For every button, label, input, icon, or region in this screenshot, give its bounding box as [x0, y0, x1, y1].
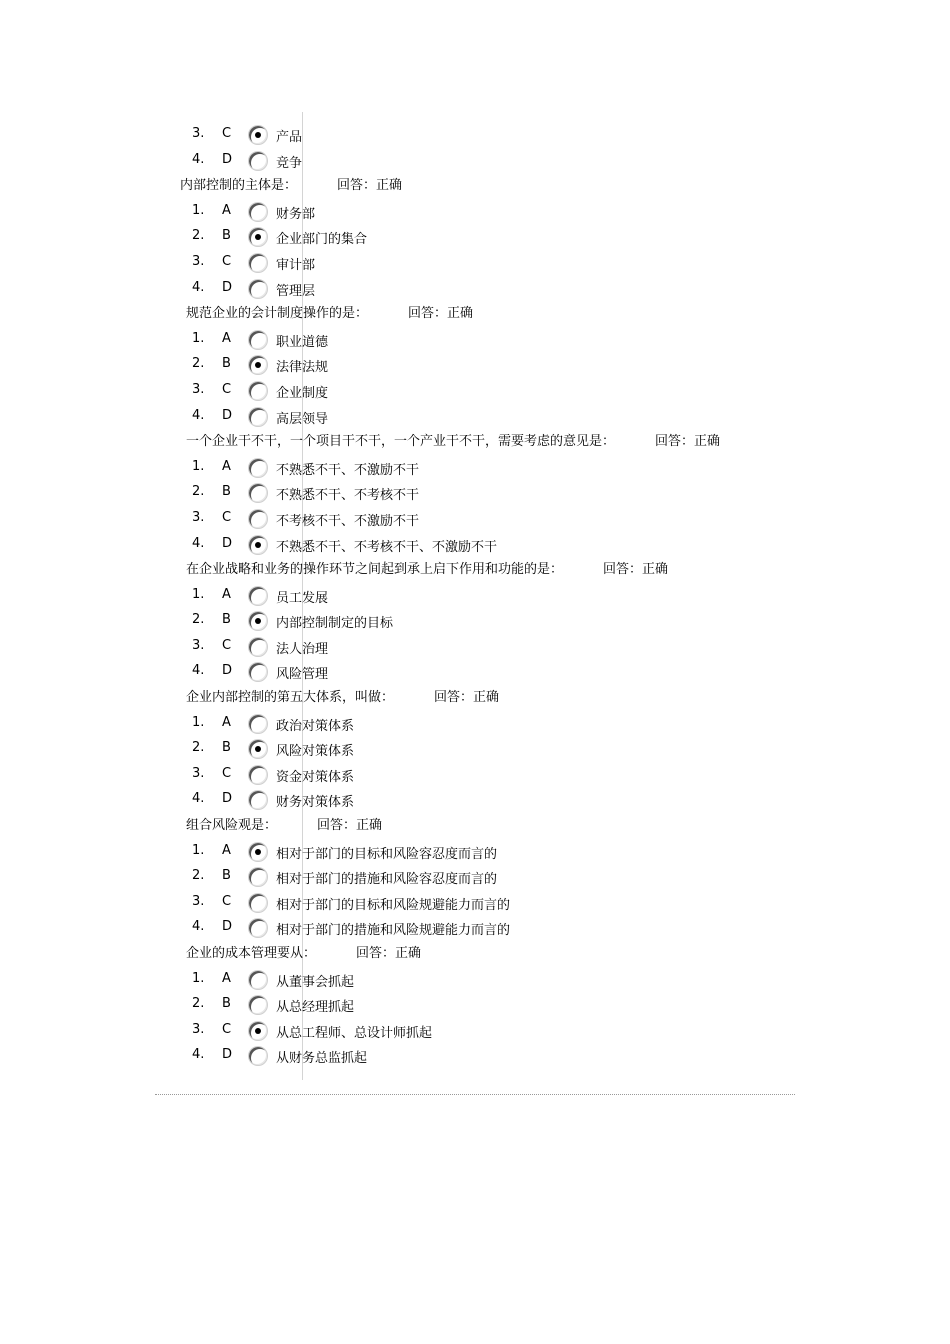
radio-unchecked-icon[interactable]	[248, 483, 268, 503]
quiz-list	[0, 122, 950, 1069]
option-number: 2.	[192, 996, 205, 1012]
option-number: 3.	[192, 381, 205, 397]
radio-unchecked-icon[interactable]	[248, 586, 268, 606]
option-number: 3.	[192, 637, 205, 653]
option-letter: B	[222, 996, 231, 1012]
answer-option[interactable]	[0, 506, 950, 532]
radio-checked-icon[interactable]	[248, 739, 268, 759]
option-number: 2.	[192, 868, 205, 884]
radio-unchecked-icon[interactable]	[248, 765, 268, 785]
option-number: 4.	[192, 919, 205, 935]
answer-option[interactable]	[0, 1018, 950, 1044]
answer-option[interactable]	[0, 890, 950, 916]
answer-status: 回答：正确	[655, 434, 721, 450]
question-text: 规范企业的会计制度操作的是：	[186, 306, 369, 322]
answer-option[interactable]	[0, 352, 950, 378]
option-label: 相对于部门的措施和风险容忍度而言的	[276, 872, 498, 888]
option-letter: A	[222, 970, 231, 986]
option-number: 2.	[192, 612, 205, 628]
option-letter: C	[222, 637, 232, 653]
option-letter: D	[222, 663, 233, 679]
answer-option[interactable]	[0, 762, 950, 788]
radio-unchecked-icon[interactable]	[248, 381, 268, 401]
option-label: 相对于部门的目标和风险规避能力而言的	[276, 897, 511, 913]
option-letter: C	[222, 126, 232, 141]
question-row	[0, 813, 950, 839]
option-number: 1.	[192, 714, 205, 730]
question-text-group	[186, 685, 499, 711]
dotted-separator	[155, 1094, 795, 1095]
option-letter: D	[222, 1047, 233, 1063]
radio-dot-icon	[255, 234, 261, 240]
option-number: 1.	[192, 970, 205, 986]
question-text: 在企业战略和业务的操作环节之间起到承上启下作用和功能的是：	[186, 562, 564, 578]
option-number: 2.	[192, 228, 205, 244]
radio-unchecked-icon[interactable]	[248, 995, 268, 1015]
option-number: 3.	[192, 893, 205, 909]
radio-dot-icon	[255, 618, 261, 624]
radio-unchecked-icon[interactable]	[248, 662, 268, 682]
radio-checked-icon[interactable]	[248, 842, 268, 862]
radio-unchecked-icon[interactable]	[248, 253, 268, 273]
answer-option[interactable]	[0, 1043, 950, 1069]
answer-option[interactable]	[0, 122, 950, 148]
answer-option[interactable]	[0, 608, 950, 634]
option-letter: C	[222, 509, 232, 525]
radio-unchecked-icon[interactable]	[248, 790, 268, 810]
answer-option[interactable]	[0, 404, 950, 430]
option-letter: A	[222, 586, 231, 602]
option-letter: B	[222, 612, 231, 628]
option-number: 4.	[192, 535, 205, 551]
answer-status: 回答：正确	[356, 946, 422, 961]
option-letter: D	[222, 279, 233, 295]
option-letter: A	[222, 330, 231, 346]
option-letter: C	[222, 253, 232, 269]
answer-option[interactable]	[0, 276, 950, 302]
option-letter: B	[222, 740, 231, 756]
option-number: 4.	[192, 1047, 205, 1063]
radio-unchecked-icon[interactable]	[248, 330, 268, 350]
option-letter: C	[222, 765, 232, 781]
question-text-group	[180, 173, 402, 199]
radio-unchecked-icon[interactable]	[248, 893, 268, 913]
answer-option[interactable]	[0, 634, 950, 660]
option-letter: C	[222, 381, 232, 397]
radio-dot-icon	[255, 542, 261, 548]
answer-option[interactable]	[0, 736, 950, 762]
option-label: 审计部	[276, 257, 316, 273]
option-label: 财务部	[276, 206, 316, 222]
option-number: 4.	[192, 791, 205, 807]
option-number: 1.	[192, 458, 205, 474]
answer-option[interactable]	[0, 787, 950, 813]
option-label: 企业制度	[276, 385, 329, 401]
question-row	[0, 173, 950, 199]
question-text: 企业内部控制的第五大体系，叫做：	[186, 690, 395, 706]
answer-option[interactable]	[0, 839, 950, 865]
option-letter: A	[222, 458, 231, 474]
question-row	[0, 685, 950, 711]
answer-status: 回答：正确	[434, 690, 500, 706]
radio-unchecked-icon[interactable]	[248, 458, 268, 478]
answer-option[interactable]	[0, 583, 950, 609]
radio-checked-icon[interactable]	[248, 227, 268, 247]
question-text: 企业的成本管理要从：	[186, 946, 317, 961]
option-letter: B	[222, 868, 231, 884]
option-number: 2.	[192, 740, 205, 756]
answer-option[interactable]	[0, 455, 950, 481]
option-number: 4.	[192, 663, 205, 679]
radio-unchecked-icon[interactable]	[248, 151, 268, 171]
answer-option[interactable]	[0, 327, 950, 353]
option-letter: C	[222, 893, 232, 909]
option-number: 2.	[192, 484, 205, 500]
option-number: 4.	[192, 407, 205, 423]
option-label: 产品	[276, 130, 303, 145]
radio-checked-icon[interactable]	[248, 355, 268, 375]
option-number: 3.	[192, 509, 205, 525]
option-number: 3.	[192, 126, 205, 141]
option-label: 风险对策体系	[276, 744, 355, 760]
answer-option[interactable]	[0, 480, 950, 506]
option-label: 从财务总监抓起	[276, 1051, 368, 1067]
question-text: 组合风险观是：	[186, 818, 278, 834]
option-label: 财务对策体系	[276, 795, 355, 811]
option-letter: B	[222, 228, 231, 244]
answer-option[interactable]	[0, 250, 950, 276]
answer-option[interactable]	[0, 378, 950, 404]
answer-option[interactable]	[0, 967, 950, 993]
answer-status: 回答：正确	[408, 306, 474, 322]
radio-checked-icon[interactable]	[248, 535, 268, 555]
option-label: 不熟悉不干、不考核不干、不激励不干	[276, 539, 498, 555]
option-letter: B	[222, 484, 231, 500]
option-number: 3.	[192, 1021, 205, 1037]
option-number: 1.	[192, 202, 205, 218]
answer-option[interactable]	[0, 992, 950, 1018]
radio-checked-icon[interactable]	[248, 1021, 268, 1041]
question-row	[0, 301, 950, 327]
option-label: 管理层	[276, 283, 316, 299]
question-row	[0, 941, 950, 967]
option-label: 风险管理	[276, 667, 329, 683]
answer-option[interactable]	[0, 659, 950, 685]
option-label: 相对于部门的目标和风险容忍度而言的	[276, 846, 498, 862]
option-letter: C	[222, 1021, 232, 1037]
option-number: 4.	[192, 279, 205, 295]
radio-unchecked-icon[interactable]	[248, 637, 268, 657]
option-letter: A	[222, 202, 231, 218]
option-label: 相对于部门的措施和风险规避能力而言的	[276, 923, 511, 939]
option-number: 1.	[192, 586, 205, 602]
option-label: 企业部门的集合	[276, 232, 368, 248]
option-letter: A	[222, 842, 231, 858]
radio-unchecked-icon[interactable]	[248, 202, 268, 222]
radio-unchecked-icon[interactable]	[248, 279, 268, 299]
answer-option[interactable]	[0, 532, 950, 558]
option-number: 2.	[192, 356, 205, 372]
option-label: 员工发展	[276, 590, 329, 606]
radio-dot-icon	[255, 746, 261, 752]
radio-checked-icon[interactable]	[248, 611, 268, 631]
radio-checked-icon[interactable]	[248, 125, 268, 145]
option-label: 法律法规	[276, 360, 329, 376]
option-label: 资金对策体系	[276, 769, 355, 785]
option-letter: B	[222, 356, 231, 372]
option-letter: D	[222, 535, 233, 551]
option-label: 竞争	[276, 155, 303, 171]
answer-option[interactable]	[0, 148, 950, 174]
question-text-group	[186, 813, 382, 839]
option-label: 从董事会抓起	[276, 974, 355, 990]
answer-status: 回答：正确	[337, 178, 403, 194]
option-label: 政治对策体系	[276, 718, 355, 734]
option-label: 不考核不干、不激励不干	[276, 513, 420, 529]
option-label: 不熟悉不干、不激励不干	[276, 462, 420, 478]
radio-dot-icon	[255, 132, 261, 138]
option-label: 不熟悉不干、不考核不干	[276, 488, 420, 504]
answer-option[interactable]	[0, 199, 950, 225]
question-row	[0, 557, 950, 583]
answer-status: 回答：正确	[603, 562, 669, 578]
option-number: 3.	[192, 253, 205, 269]
option-number: 3.	[192, 765, 205, 781]
radio-dot-icon	[255, 362, 261, 368]
radio-unchecked-icon[interactable]	[248, 714, 268, 734]
radio-unchecked-icon[interactable]	[248, 918, 268, 938]
option-number: 4.	[192, 151, 205, 167]
radio-unchecked-icon[interactable]	[248, 509, 268, 529]
radio-unchecked-icon[interactable]	[248, 1046, 268, 1066]
option-number: 1.	[192, 842, 205, 858]
answer-option[interactable]	[0, 864, 950, 890]
option-letter: D	[222, 919, 233, 935]
radio-dot-icon	[255, 1028, 261, 1034]
option-label: 从总经理抓起	[276, 1000, 355, 1016]
option-label: 职业道德	[276, 334, 329, 350]
radio-dot-icon	[255, 849, 261, 855]
question-text-group	[186, 301, 473, 327]
question-text-group	[186, 941, 421, 967]
answer-option[interactable]	[0, 711, 950, 737]
option-letter: A	[222, 714, 231, 730]
answer-status: 回答：正确	[317, 818, 383, 834]
option-label: 内部控制制定的目标	[276, 616, 394, 632]
question-text: 内部控制的主体是：	[180, 178, 298, 194]
answer-option[interactable]	[0, 915, 950, 941]
option-label: 高层领导	[276, 411, 329, 427]
answer-option[interactable]	[0, 224, 950, 250]
radio-unchecked-icon[interactable]	[248, 970, 268, 990]
question-text-group	[186, 557, 668, 583]
question-text: 一个企业干不干，一个项目干不干，一个产业干不干，需要考虑的意见是：	[186, 434, 616, 450]
option-letter: D	[222, 151, 233, 167]
radio-unchecked-icon[interactable]	[248, 867, 268, 887]
option-number: 1.	[192, 330, 205, 346]
option-label: 法人治理	[276, 641, 329, 657]
question-text-group	[186, 429, 720, 455]
option-letter: D	[222, 791, 233, 807]
option-letter: D	[222, 407, 233, 423]
radio-unchecked-icon[interactable]	[248, 407, 268, 427]
question-row	[0, 429, 950, 455]
option-label: 从总工程师、总设计师抓起	[276, 1025, 433, 1041]
